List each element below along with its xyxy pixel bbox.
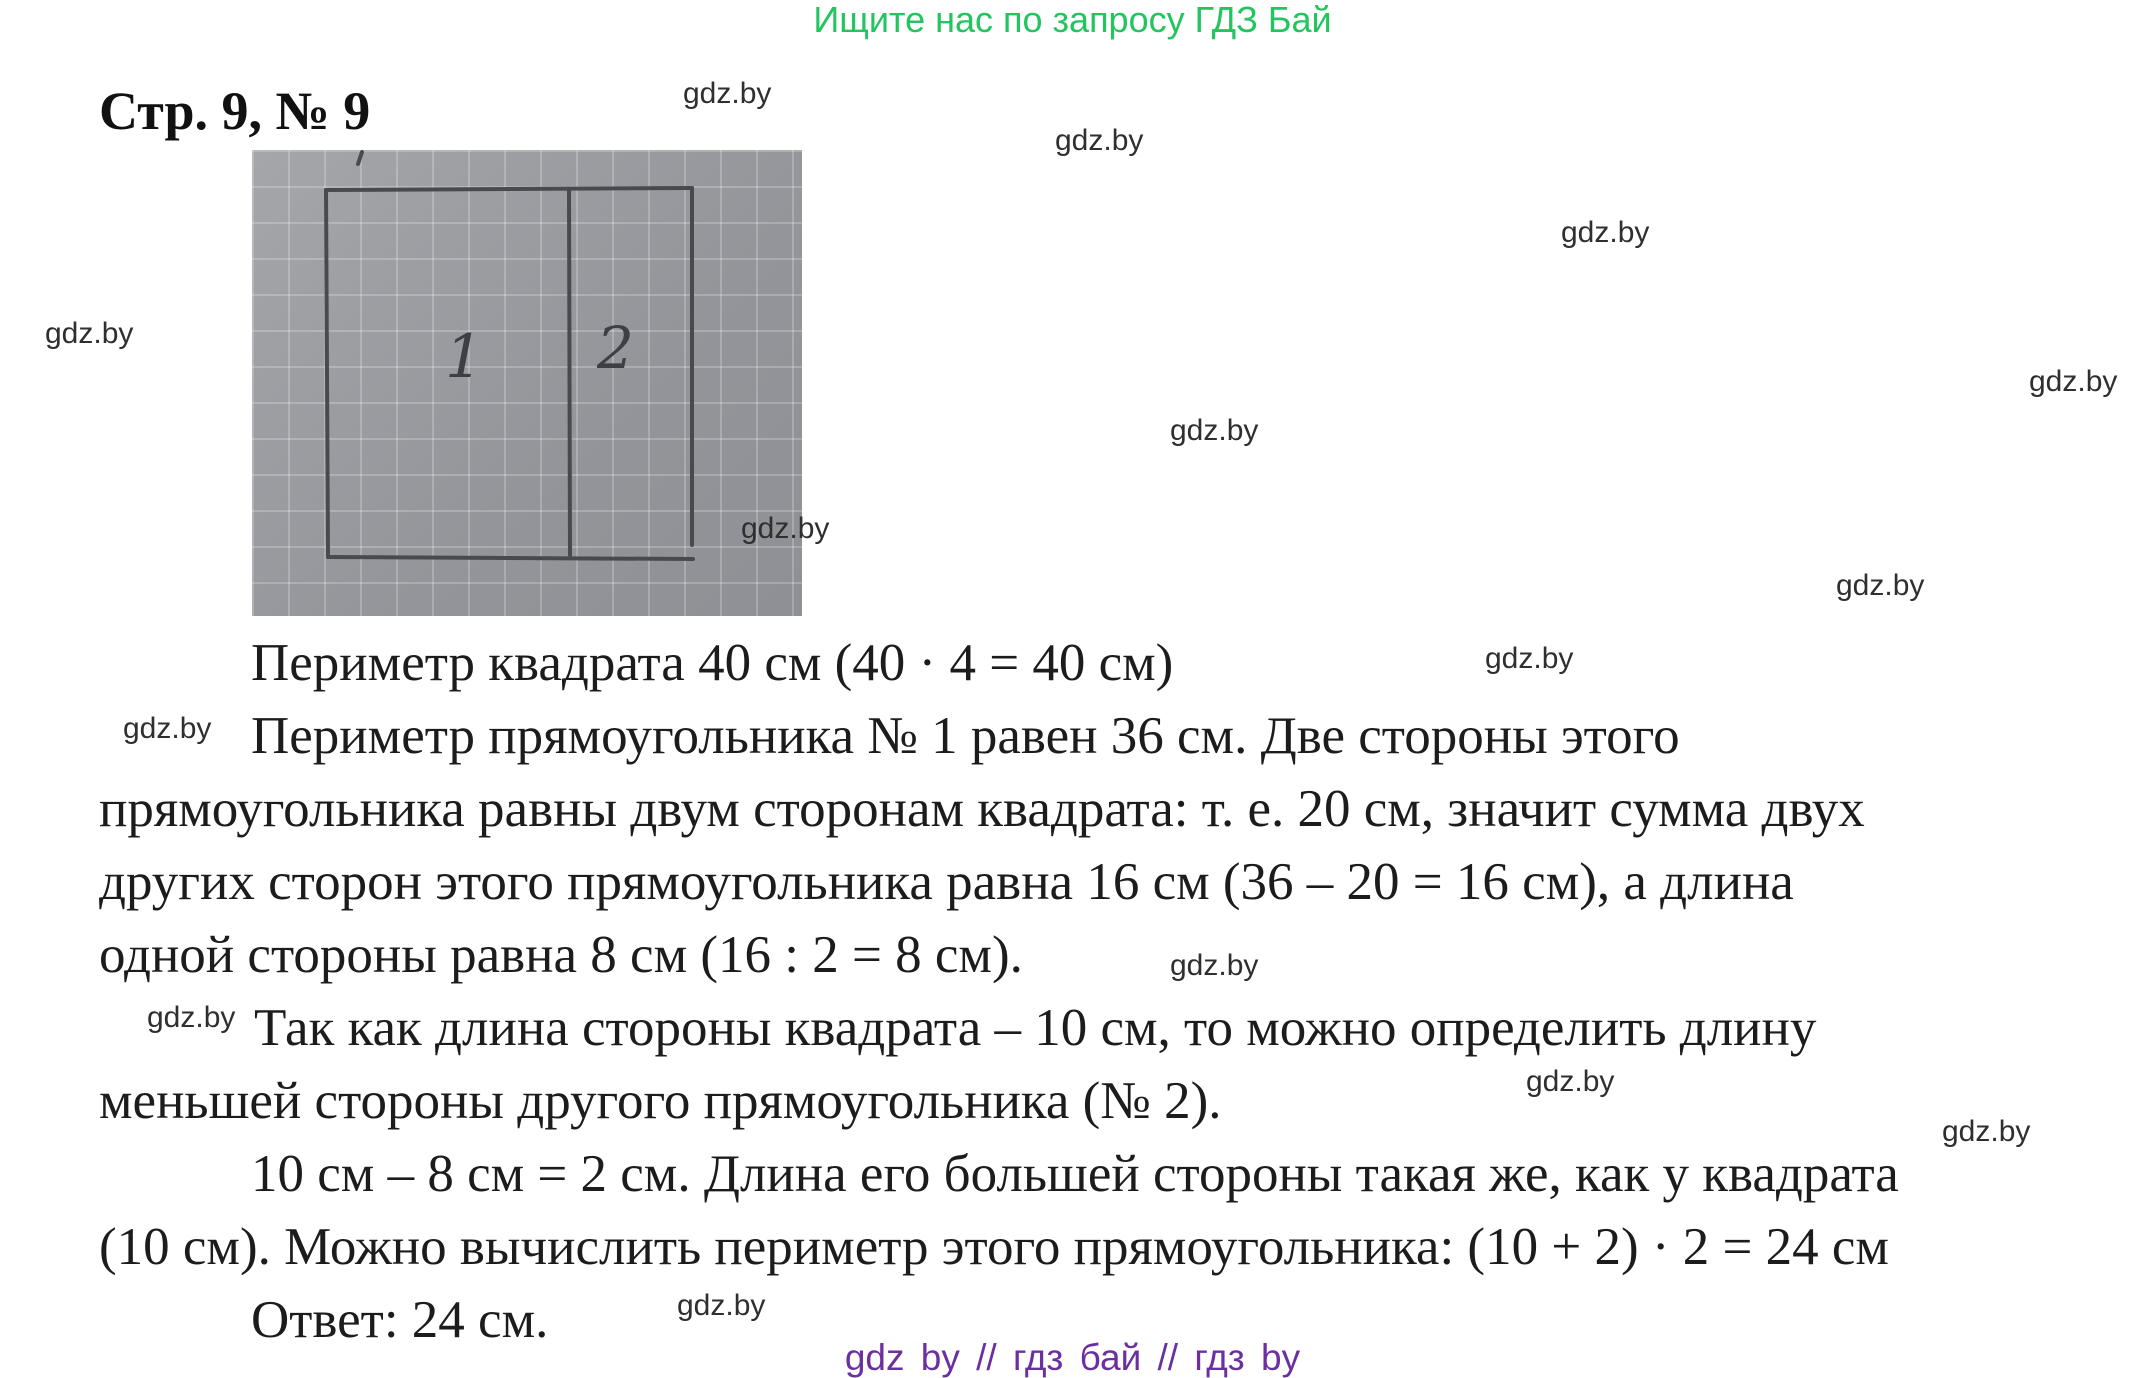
paragraph-line: меньшей стороны другого прямоугольника (№ 2). xyxy=(99,1072,1222,1130)
watermark: gdz.by xyxy=(677,1289,766,1322)
paragraph-line: одной стороны равна 8 см (16 : 2 = 8 см). xyxy=(99,926,1023,984)
watermark: gdz.by xyxy=(683,77,772,110)
footer-links[interactable]: gdz by // гдз бай // гдз by xyxy=(844,1337,1301,1378)
watermark: gdz.by xyxy=(1561,216,1650,249)
paragraph-line: Так как длина стороны квадрата – 10 см, то можно определить длину xyxy=(254,999,1817,1057)
square-top-edge xyxy=(326,188,692,190)
paragraph-line: других сторон этого прямоугольника равна 16 см (36 – 20 = 16 см), а длина xyxy=(99,853,1794,911)
region-label-1: 1 xyxy=(445,322,484,392)
answer-line: Ответ: 24 см. xyxy=(251,1291,549,1349)
paragraph-line: 10 см – 8 см = 2 см. Длина его большей стороны такая же, как у квадрата xyxy=(251,1145,1899,1203)
region-label-2: 2 xyxy=(597,314,634,382)
watermark: gdz.by xyxy=(741,512,830,545)
paragraph-line: Периметр квадрата 40 см (40 · 4 = 40 см) xyxy=(251,634,1174,692)
paragraph-line: Периметр прямоугольника № 1 равен 36 см. Две стороны этого xyxy=(251,707,1680,765)
paragraph-line: прямоугольника равны двум сторонам квадрата: т. е. 20 см, значит сумма двух xyxy=(99,780,1865,838)
watermark: gdz.by xyxy=(1836,569,1925,602)
watermark: gdz.by xyxy=(1170,949,1259,982)
watermark: gdz.by xyxy=(123,712,212,745)
square-left-edge xyxy=(326,190,328,557)
square-bottom-edge xyxy=(328,557,693,559)
page-heading: Стр. 9, № 9 xyxy=(99,81,371,141)
pencil-mark xyxy=(358,152,362,164)
top-banner[interactable]: Ищите нас по запросу ГДЗ Бай xyxy=(813,0,1332,40)
rectangle-sketch xyxy=(252,150,802,616)
watermark: gdz.by xyxy=(1485,642,1574,675)
watermark: gdz.by xyxy=(147,1001,236,1034)
watermark: gdz.by xyxy=(1170,414,1259,447)
watermark: gdz.by xyxy=(1526,1065,1615,1098)
divider-line xyxy=(569,190,570,555)
paragraph-line: (10 см). Можно вычислить периметр этого прямоугольника: (10 + 2) · 2 = 24 см xyxy=(99,1218,1889,1276)
notebook-drawing-photo xyxy=(252,150,802,616)
watermark: gdz.by xyxy=(1942,1115,2031,1148)
watermark: gdz.by xyxy=(45,317,134,350)
watermark: gdz.by xyxy=(1055,124,1144,157)
watermark: gdz.by xyxy=(2029,365,2118,398)
solution-text xyxy=(99,627,2109,1357)
